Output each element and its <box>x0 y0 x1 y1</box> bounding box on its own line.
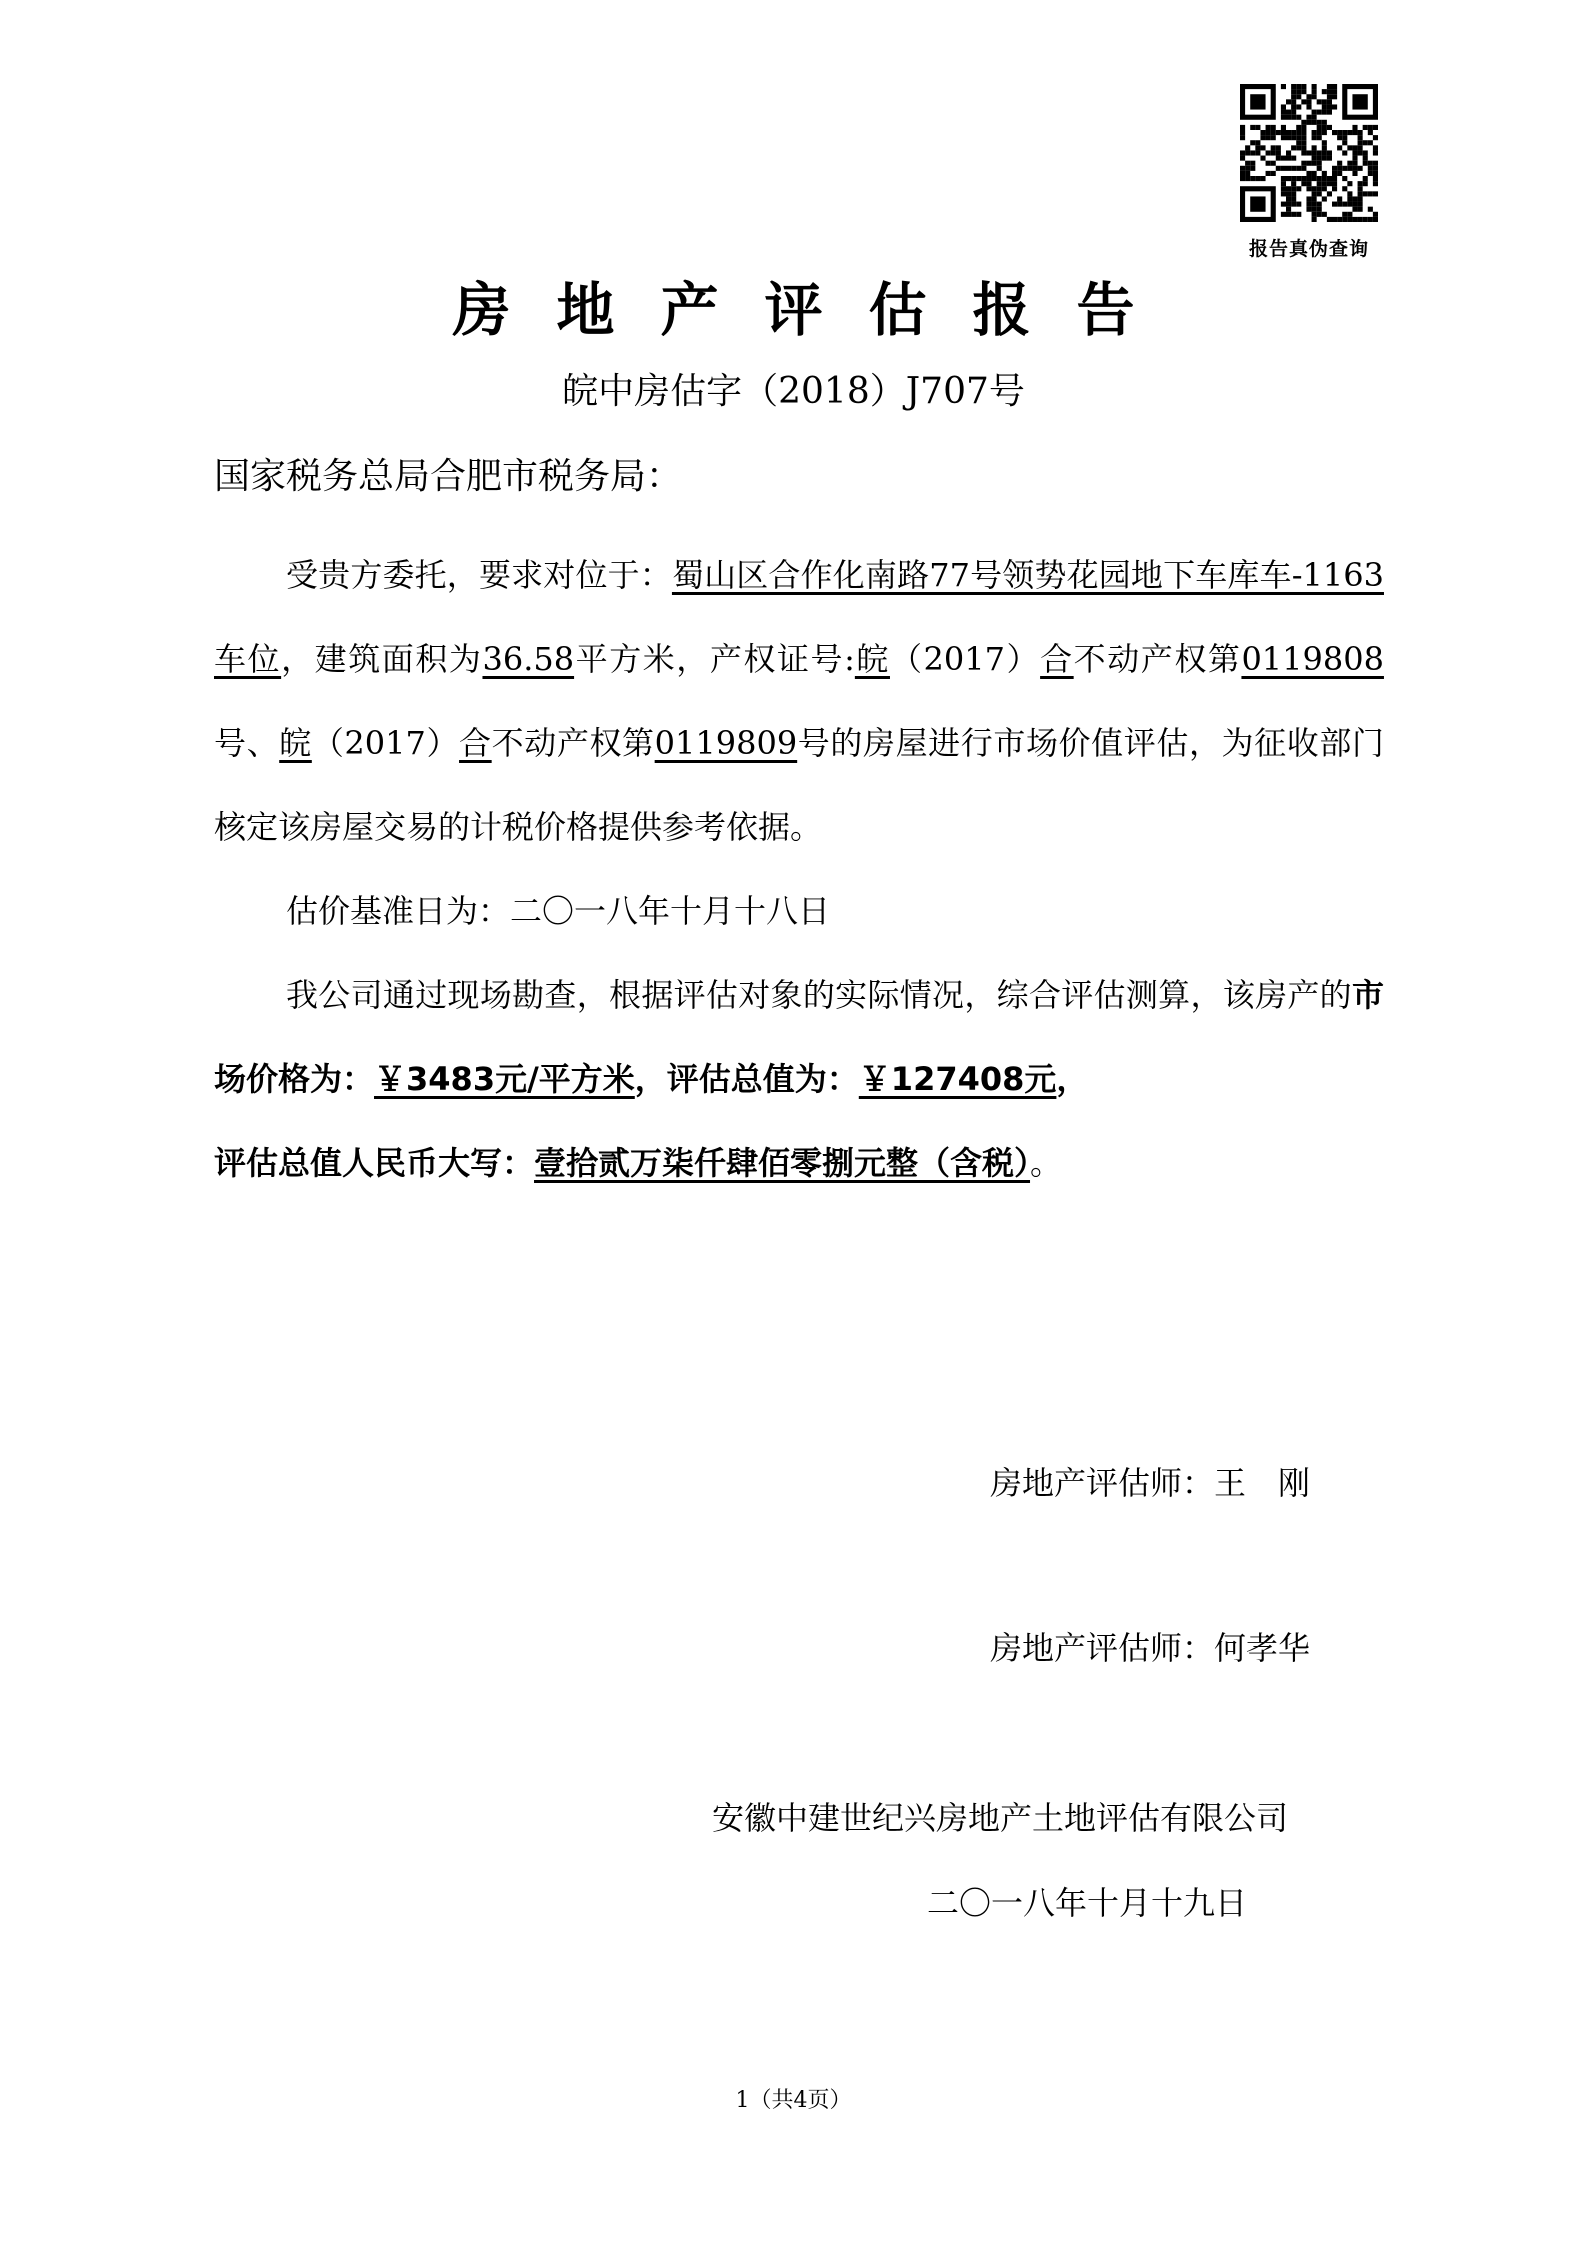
cert2-province: 皖 <box>279 724 312 762</box>
total-value-label: ，评估总值为： <box>634 1060 859 1098</box>
document-number: 皖中房估字（2018）J707号 <box>562 371 1025 412</box>
issue-date: 二〇一八年十月十九日 <box>927 1884 1248 1922</box>
qr-code-icon <box>1240 84 1378 222</box>
total-comma: ， <box>1056 1060 1089 1098</box>
building-area: 36.58 <box>482 640 575 678</box>
company-name: 安徽中建世纪兴房地产土地评估有限公司 <box>712 1799 1289 1837</box>
total-value: ￥127408元 <box>858 1060 1057 1098</box>
cert2-city: 合 <box>459 724 492 762</box>
verification-qr <box>1234 84 1384 261</box>
cert2-number: 0119809 <box>654 724 798 762</box>
cert1-province: 皖 <box>854 640 890 678</box>
cert-separator: 号、 <box>214 724 280 762</box>
property-address: 蜀山区合作化南路77号领势花园地下车库车-1163车位 <box>214 556 1384 678</box>
page-footer: 1（共4页） <box>735 2088 852 2113</box>
cert1-number: 0119808 <box>1241 640 1384 678</box>
cert1-city: 合 <box>1040 640 1074 678</box>
commission-suffix: 号的房屋进行市场价值评估，为征收部门核定该房屋交易的计税价格提供参考依据。 <box>214 724 1384 846</box>
conclusion-end: 。 <box>1030 1144 1063 1182</box>
paragraph-commission <box>214 533 1384 869</box>
paragraph-conclusion <box>214 953 1384 1205</box>
paragraph-valuation-date: 估价基准日为：二〇一八年十月十八日 <box>286 892 831 930</box>
area-unit: 平方米，产权证号: <box>574 640 855 678</box>
commission-prefix: 受贵方委托，要求对位于： <box>286 556 672 594</box>
conclusion-intro: 我公司通过现场勘查，根据评估对象的实际情况，综合评估测算，该房产的 <box>286 976 1352 1014</box>
unit-price-label: 市场价格为： <box>214 976 1384 1098</box>
cert2-year: （2017） <box>311 724 460 762</box>
recipient: 国家税务总局合肥市税务局： <box>214 456 683 497</box>
qr-caption: 报告真伪查询 <box>1248 238 1369 260</box>
report-body <box>214 533 1384 1205</box>
cert1-mid: 不动产权第 <box>1073 640 1242 678</box>
total-words: 壹拾贰万柒仟肆佰零捌元整（含税） <box>534 1144 1031 1182</box>
appraiser-signature-1: 房地产评估师：王 刚 <box>990 1464 1311 1502</box>
area-label: ，建筑面积为 <box>281 640 483 678</box>
cert2-mid: 不动产权第 <box>491 724 655 762</box>
cert1-year: （2017） <box>889 640 1041 678</box>
unit-price: ￥3483元/平方米 <box>374 1060 635 1098</box>
report-title: 房地产评估报告 <box>452 276 1181 344</box>
total-words-label: 评估总值人民币大写： <box>214 1144 535 1182</box>
appraiser-signature-2: 房地产评估师：何孝华 <box>990 1629 1311 1667</box>
